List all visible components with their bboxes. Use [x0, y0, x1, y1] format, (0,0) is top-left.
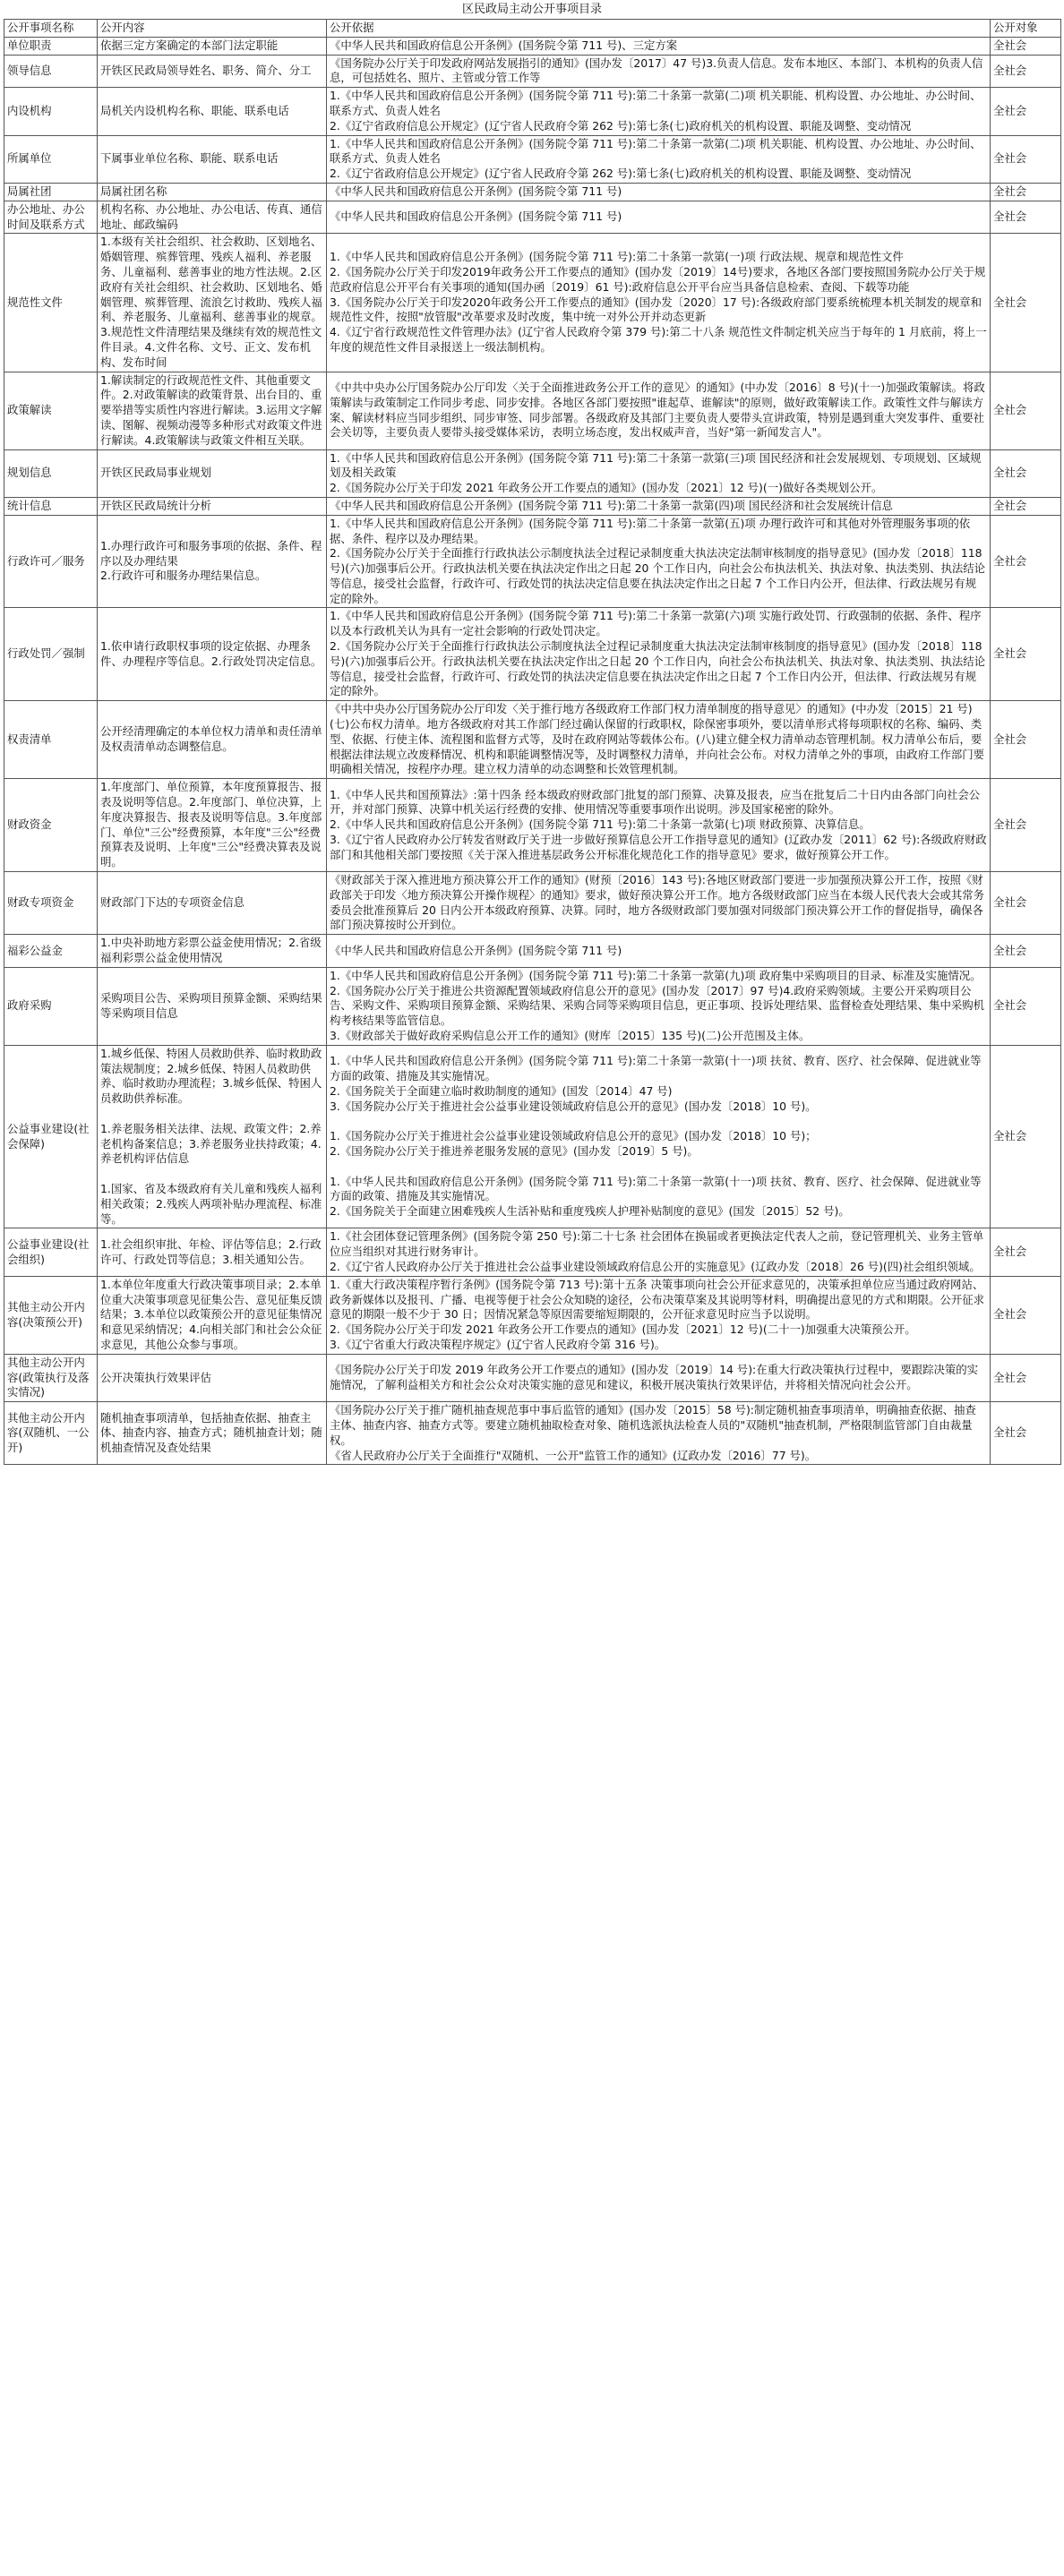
table-row — [4, 1402, 1061, 1465]
cell-content: 依据三定方案确定的本部门法定职能 — [98, 37, 327, 55]
cell-content: 机构名称、办公地址、办公电话、传真、通信地址、邮政编码 — [98, 201, 327, 234]
cell-object: 全社会 — [991, 183, 1061, 201]
cell-content: 1.城乡低保、特困人员救助供养、临时救助政策法规制度；2.城乡低保、特困人员救助供养、临时救助办理流程；3.城乡低保、特困人员救助供养标准。 1.养老服务相关法律、法规、政策文件；2.养老机构备案信息；3.养老服务业扶持政策；4.养老机构评估信息 1.国家、省及本级政府有关儿童和残疾人福利相关政策；2.残疾人两项补贴办理流程、标准等。 — [98, 1045, 327, 1228]
table-header-row — [4, 20, 1061, 38]
cell-item-name: 统计信息 — [4, 497, 98, 515]
cell-object: 全社会 — [991, 967, 1061, 1045]
cell-object: 全社会 — [991, 37, 1061, 55]
table-row — [4, 449, 1061, 497]
table-row — [4, 1045, 1061, 1228]
cell-item-name: 财政资金 — [4, 779, 98, 872]
cell-basis: 《中共中央办公厅国务院办公厅印发〈关于全面推进政务公开工作的意见〉的通知》(中办发〔2016〕8 号)(十一)加强政策解读。将政策解读与政策制定工作同步考虑、同步安排。各地区各部门要按照"谁起草、谁解读"的原则，做好政策解读工作。政策性文件与解读方案、解读材料应当同步组织、同步审签、同步部署。各级政府及其部门主要负责人要带头宣讲政策，特别是遇到重大突发事件、重要社会关切等，主要负责人要带头接受媒体采访，表明立场态度，发出权威声音，当好"第一新闻发言人"。 — [327, 372, 991, 449]
cell-object: 全社会 — [991, 1045, 1061, 1228]
cell-basis: 1.《中华人民共和国政府信息公开条例》(国务院令第 711 号):第二十条第一款第(三)项 国民经济和社会发展规划、专项规划、区域规划及相关政策 2.《国务院办公厅关于印发 2021 年政务公开工作要点的通知》(国办发〔2021〕12 号)(一)做好各类规划公开。 — [327, 449, 991, 497]
cell-basis: 《国务院办公厅关于印发政府网站发展指引的通知》(国办发〔2017〕47 号)3.负责人信息。发布本地区、本部门、本机构的负责人信息，可包括姓名、照片、主管或分管工作等 — [327, 55, 991, 88]
cell-content: 1.本单位年度重大行政决策事项目录；2.本单位重大决策事项意见征集公告、意见征集反馈结果；3.本单位以政策预公开的意见征集情况和意见采纳情况；4.向相关部门和社会公众征求意见，其他公众参与事项。 — [98, 1276, 327, 1354]
cell-item-name: 单位职责 — [4, 37, 98, 55]
table-body — [4, 37, 1061, 1465]
cell-item-name: 局属社团 — [4, 183, 98, 201]
table-row — [4, 37, 1061, 55]
table-row — [4, 1228, 1061, 1276]
cell-basis: 《中华人民共和国政府信息公开条例》(国务院令第 711 号):第二十条第一款第(四)项 国民经济和社会发展统计信息 — [327, 497, 991, 515]
cell-basis: 1.《中华人民共和国政府信息公开条例》(国务院令第 711 号):第二十条第一款第(九)项 政府集中采购项目的目录、标准及实施情况。 2.《国务院办公厅关于推进公共资源配置领域政府信息公开的意见》(国办发〔2017〕97 号)4.政府采购领域。主要公开采购项目公告、采购文件、采购项目预算金额、采购结果、采购合同等采购项目信息，更正事项、投诉处理结果、监督检查处理结果、集中采购机构考核结果等监管信息。 3.《财政部关于做好政府采购信息公开工作的通知》(财库〔2015〕135 号)(二)公开范围及主体。 — [327, 967, 991, 1045]
cell-object: 全社会 — [991, 515, 1061, 608]
table-row — [4, 183, 1061, 201]
cell-basis: 1.《中华人民共和国政府信息公开条例》(国务院令第 711 号):第二十条第一款第(十一)项 扶贫、教育、医疗、社会保障、促进就业等方面的政策、措施及其实施情况。 2.《国务院关于全面建立临时救助制度的通知》(国发〔2014〕47 号) 3.《国务院办公厅关于推进社会公益事业建设领域政府信息公开的意见》(国办发〔2018〕10 号)。 1.《国务院办公厅关于推进社会公益事业建设领域政府信息公开的意见》(国办发〔2018〕10 号)； 2.《国务院办公厅关于推进养老服务发展的意见》(国办发〔2019〕5 号)。 1.《中华人民共和国政府信息公开条例》(国务院令第 711 号):第二十条第一款第(十一)项 扶贫、教育、医疗、社会保障、促进就业等方面的政策、措施及其实施情况。 2.《国务院关于全面建立困难残疾人生活补贴和重度残疾人护理补贴制度的意见》(国发〔2015〕52 号)。 — [327, 1045, 991, 1228]
cell-object: 全社会 — [991, 1228, 1061, 1276]
cell-item-name: 行政许可／服务 — [4, 515, 98, 608]
cell-object: 全社会 — [991, 608, 1061, 701]
cell-content: 下属事业单位名称、职能、联系电话 — [98, 135, 327, 183]
cell-object: 全社会 — [991, 935, 1061, 968]
cell-item-name: 财政专项资金 — [4, 872, 98, 935]
cell-object: 全社会 — [991, 88, 1061, 135]
cell-content: 局机关内设机构名称、职能、联系电话 — [98, 88, 327, 135]
table-row — [4, 872, 1061, 935]
cell-content: 1.本级有关社会组织、社会救助、区划地名、婚姻管理、殡葬管理、残疾人福利、养老服务、儿童福利、慈善事业的地方性法规。2.区政府有关社会组织、社会救助、区划地名、婚姻管理、殡葬管理、流浪乞讨救助、残疾人福利、养老服务、儿童福利、慈善事业的规章。3.规范性文件清理结果及继续有效的规范性文件目录。4.文件名称、文号、正文、发布机构、发布时间 — [98, 234, 327, 372]
disclosure-catalog-table — [4, 19, 1061, 1465]
cell-item-name: 办公地址、办公时间及联系方式 — [4, 201, 98, 234]
cell-item-name: 其他主动公开内容(双随机、一公开) — [4, 1402, 98, 1465]
cell-content: 公开决策执行效果评估 — [98, 1354, 327, 1401]
table-row — [4, 88, 1061, 135]
cell-content: 随机抽查事项清单，包括抽查依据、抽查主体、抽查内容、抽查方式；随机抽查计划；随机抽查情况及查处结果 — [98, 1402, 327, 1465]
header-content: 公开内容 — [98, 20, 327, 38]
cell-object: 全社会 — [991, 1276, 1061, 1354]
cell-item-name: 公益事业建设(社会保障) — [4, 1045, 98, 1228]
cell-item-name: 行政处罚／强制 — [4, 608, 98, 701]
cell-item-name: 权责清单 — [4, 701, 98, 779]
cell-object: 全社会 — [991, 497, 1061, 515]
cell-object: 全社会 — [991, 872, 1061, 935]
cell-basis: 《财政部关于深入推进地方预决算公开工作的通知》(财预〔2016〕143 号):各地区财政部门要进一步加强预决算公开工作，按照《财政部关于印发〈地方预决算公开操作规程〉的通知》要求，做好预决算公开工作。地方各级财政部门应当在本级人民代表大会或其常务委员会批准预算后 20 日内公开本级政府预算、决算。同时，地方各级财政部门要加强对同级部门预决算公开工作的督促指导，确保各部门预决算按时公开到位。 — [327, 872, 991, 935]
cell-basis: 1.《重大行政决策程序暂行条例》(国务院令第 713 号):第十五条 决策事项向社会公开征求意见的，决策承担单位应当通过政府网站、政务新媒体以及报刊、广播、电视等便于社会公众知晓的途径，公布决策草案及其说明等材料，明确提出意见的方式和期限。公开征求意见的期限一般不少于 30 日；因情况紧急等原因需要缩短期限的，公开征求意见时应当予以说明。 2.《国务院办公厅关于印发 2021 年政务公开工作要点的通知》(国办发〔2021〕12 号)(二十一)加强重大决策预公开。 3.《辽宁省重大行政决策程序规定》(辽宁省人民政府令第 316 号)。 — [327, 1276, 991, 1354]
cell-basis: 1.《中华人民共和国政府信息公开条例》(国务院令第 711 号):第二十条第一款第(六)项 实施行政处罚、行政强制的依据、条件、程序以及本行政机关认为具有一定社会影响的行政处罚决定。 2.《国务院办公厅关于全面推行行政执法公示制度执法全过程记录制度重大执法决定法制审核制度的指导意见》(国办发〔2018〕118 号)(六)加强事后公开。行政执法机关要在执法决定作出之日起 20 个工作日内，向社会公布执法机关、执法对象、执法类别、执法结论等信息，接受社会监督，行政许可、行政处罚的执法决定信息要在执法决定作出之日起 7 个工作日内公开，但法律、行政法规另有规定的除外。 — [327, 608, 991, 701]
table-row — [4, 1276, 1061, 1354]
cell-content: 采购项目公告、采购项目预算金额、采购结果等采购项目信息 — [98, 967, 327, 1045]
cell-content: 开铁区民政局统计分析 — [98, 497, 327, 515]
header-object: 公开对象 — [991, 20, 1061, 38]
cell-basis: 1.《中华人民共和国政府信息公开条例》(国务院令第 711 号):第二十条第一款第(二)项 机关职能、机构设置、办公地址、办公时间、联系方式、负责人姓名 2.《辽宁省政府信息公开规定》(辽宁省人民政府令第 262 号):第七条(七)政府机关的机构设置、职能及调整、变动情况 — [327, 135, 991, 183]
cell-content: 财政部门下达的专项资金信息 — [98, 872, 327, 935]
cell-object: 全社会 — [991, 234, 1061, 372]
cell-basis: 《中华人民共和国政府信息公开条例》(国务院令第 711 号) — [327, 183, 991, 201]
cell-item-name: 所属单位 — [4, 135, 98, 183]
cell-object: 全社会 — [991, 372, 1061, 449]
cell-item-name: 公益事业建设(社会组织) — [4, 1228, 98, 1276]
cell-basis: 1.《中华人民共和国政府信息公开条例》(国务院令第 711 号):第二十条第一款第(二)项 机关职能、机构设置、办公地址、办公时间、联系方式、负责人姓名 2.《辽宁省政府信息公开规定》(辽宁省人民政府令第 262 号):第七条(七)政府机关的机构设置、职能及调整、变动情况 — [327, 88, 991, 135]
table-row — [4, 372, 1061, 449]
cell-object: 全社会 — [991, 449, 1061, 497]
cell-basis: 《国务院办公厅关于推广随机抽查规范事中事后监管的通知》(国办发〔2015〕58 号):制定随机抽查事项清单，明确抽查依据、抽查主体、抽查内容、抽查方式等。要建立随机抽取检查对象、随机选派执法检查人员的"双随机"抽查机制，严格限制监管部门自由裁量权。 《省人民政府办公厅关于全面推行"双随机、一公开"监管工作的通知》(辽政办发〔2016〕77 号)。 — [327, 1402, 991, 1465]
table-row — [4, 967, 1061, 1045]
page-title: 区民政局主动公开事项目录 — [461, 3, 602, 16]
table-row — [4, 1354, 1061, 1401]
table-row — [4, 935, 1061, 968]
cell-object: 全社会 — [991, 201, 1061, 234]
cell-item-name: 规范性文件 — [4, 234, 98, 372]
cell-basis: 1.《社会团体登记管理条例》(国务院令第 250 号):第二十七条 社会团体在换届或者更换法定代表人之前，登记管理机关、业务主管单位应当组织对其进行财务审计。 2.《辽宁省人民政府办公厅关于推进社会公益事业建设领域政府信息公开的实施意见》(辽政办发〔2018〕26 号)(四)社会组织领域。 — [327, 1228, 991, 1276]
cell-content: 1.解读制定的行政规范性文件、其他重要文件。2.对政策解读的政策背景、出台目的、重要举措等实质性内容进行解读。3.运用文字解读、图解、视频动漫等多种形式对政策文件进行解读。4.政策解读与政策文件相互关联。 — [98, 372, 327, 449]
cell-content: 1.社会组织审批、年检、评估等信息；2.行政许可、行政处罚等信息；3.相关通知公告。 — [98, 1228, 327, 1276]
cell-object: 全社会 — [991, 1402, 1061, 1465]
table-row — [4, 701, 1061, 779]
cell-item-name: 内设机构 — [4, 88, 98, 135]
cell-object: 全社会 — [991, 135, 1061, 183]
table-row — [4, 55, 1061, 88]
cell-basis: 1.《中华人民共和国政府信息公开条例》(国务院令第 711 号):第二十条第一款第(一)项 行政法规、规章和规范性文件 2.《国务院办公厅关于印发2019年政务公开工作要点的通知》(国办发〔2019〕14号)要求，各地区各部门要按照国务院办公厅关于规范政府信息公开平台有关事项的通知(国办函〔2019〕61 号):政府信息公开平台应当具备信息检索、查阅、下载等功能 3.《国务院办公厅关于印发2020年政务公开工作要点的通知》(国办发〔2020〕17 号):各级政府部门要系统梳理本机关制发的规章和规范性文件，按照"放管服"改革要求及时改废，集中统一对外公开并动态更新 4.《辽宁省行政规范性文件管理办法》(辽宁省人民政府令第 379 号):第二十八条 规范性文件制定机关应当于每年的 1 月底前，将上一年度的规范性文件目录报送上一级法制机构。 — [327, 234, 991, 372]
cell-content: 1.办理行政许可和服务事项的依据、条件、程序以及办理结果 2.行政许可和服务办理结果信息。 — [98, 515, 327, 608]
cell-item-name: 领导信息 — [4, 55, 98, 88]
cell-item-name: 政府采购 — [4, 967, 98, 1045]
table-row — [4, 515, 1061, 608]
cell-object: 全社会 — [991, 779, 1061, 872]
header-item-name: 公开事项名称 — [4, 20, 98, 38]
table-row — [4, 201, 1061, 234]
cell-object: 全社会 — [991, 1354, 1061, 1401]
cell-item-name: 其他主动公开内容(政策执行及落实情况) — [4, 1354, 98, 1401]
table-row — [4, 779, 1061, 872]
cell-content: 局属社团名称 — [98, 183, 327, 201]
header-basis: 公开依据 — [327, 20, 991, 38]
cell-basis: 《中华人民共和国政府信息公开条例》(国务院令第 711 号) — [327, 935, 991, 968]
cell-item-name: 规划信息 — [4, 449, 98, 497]
cell-content: 开铁区民政局领导姓名、职务、简介、分工 — [98, 55, 327, 88]
cell-item-name: 政策解读 — [4, 372, 98, 449]
cell-item-name: 其他主动公开内容(决策预公开) — [4, 1276, 98, 1354]
cell-basis: 1.《中华人民共和国预算法》:第十四条 经本级政府财政部门批复的部门预算、决算及报表，应当在批复后二十日内由各部门向社会公开，并对部门预算、决算中机关运行经费的安排、使用情况等重要事项作出说明。涉及国家秘密的除外。 2.《中华人民共和国政府信息公开条例》(国务院令第 711 号):第二十条第一款第(七)项 财政预算、决算信息。 3.《辽宁省人民政府办公厅转发省财政厅关于进一步做好预算信息公开工作指导意见的通知》(辽政办发〔2011〕62 号):各级政府财政部门和其他相关部门要按照《关于深入推进基层政务公开标准化规范化工作的指导意见》要求，做好预算公开工作。 — [327, 779, 991, 872]
table-row — [4, 497, 1061, 515]
cell-content: 开铁区民政局事业规划 — [98, 449, 327, 497]
cell-object: 全社会 — [991, 55, 1061, 88]
cell-basis: 《中共中央办公厅国务院办公厅印发〈关于推行地方各级政府工作部门权力清单制度的指导意见〉的通知》(中办发〔2015〕21 号)(七)公布权力清单。地方各级政府对其工作部门经过确认保留的行政职权，除保密事项外，要以清单形式将每项职权的名称、编码、类型、依据、行使主体、流程图和监督方式等，及时在政府网站等载体公布。(八)建立健全权力清单动态管理机制。权力清单公布后，要根据法律法规立改废释情况、机构和职能调整情况等，及时调整权力清单，并向社会公布。对权力清单之外的事项，由政府工作部门要明确相关情况，按程序办理。建立权力清单的动态调整和长效管理机制。 — [327, 701, 991, 779]
table-row — [4, 608, 1061, 701]
cell-content: 公开经清理确定的本单位权力清单和责任清单及权责清单动态调整信息。 — [98, 701, 327, 779]
cell-basis: 《中华人民共和国政府信息公开条例》(国务院令第 711 号)、三定方案 — [327, 37, 991, 55]
table-row — [4, 135, 1061, 183]
cell-content: 1.年度部门、单位预算，本年度预算报告、报表及说明等信息。2.年度部门、单位决算，上年度决算报告、报表及说明等信息。3.年度部门、单位"三公"经费预算，本年度"三公"经费预算表及说明、上年度"三公"经费决算表及说明。 — [98, 779, 327, 872]
table-row — [4, 234, 1061, 372]
cell-basis: 《国务院办公厅关于印发 2019 年政务公开工作要点的通知》(国办发〔2019〕14 号):在重大行政决策执行过程中，要跟踪决策的实施情况，了解利益相关方和社会公众对决策实施的意见和建议，积极开展决策执行效果评估，并将相关情况向社会公开。 — [327, 1354, 991, 1401]
cell-basis: 1.《中华人民共和国政府信息公开条例》(国务院令第 711 号):第二十条第一款第(五)项 办理行政许可和其他对外管理服务事项的依据、条件、程序以及办理结果。 2.《国务院办公厅关于全面推行行政执法公示制度执法全过程记录制度重大执法决定法制审核制度的指导意见》(国办发〔2018〕118 号)(六)加强事后公开。行政执法机关要在执法决定作出之日起 20 个工作日内，向社会公布执法机关、执法对象、执法类别、执法结论等信息，接受社会监督，行政许可、行政处罚的执法决定信息要在执法决定作出之日起 7 个工作日内公开，但法律、行政法规另有规定的除外。 — [327, 515, 991, 608]
cell-basis: 《中华人民共和国政府信息公开条例》(国务院令第 711 号) — [327, 201, 991, 234]
cell-object: 全社会 — [991, 701, 1061, 779]
cell-item-name: 福彩公益金 — [4, 935, 98, 968]
cell-content: 1.依申请行政职权事项的设定依据、办理条件、办理程序等信息。2.行政处罚决定信息。 — [98, 608, 327, 701]
cell-content: 1.中央补助地方彩票公益金使用情况；2.省级福利彩票公益金使用情况 — [98, 935, 327, 968]
